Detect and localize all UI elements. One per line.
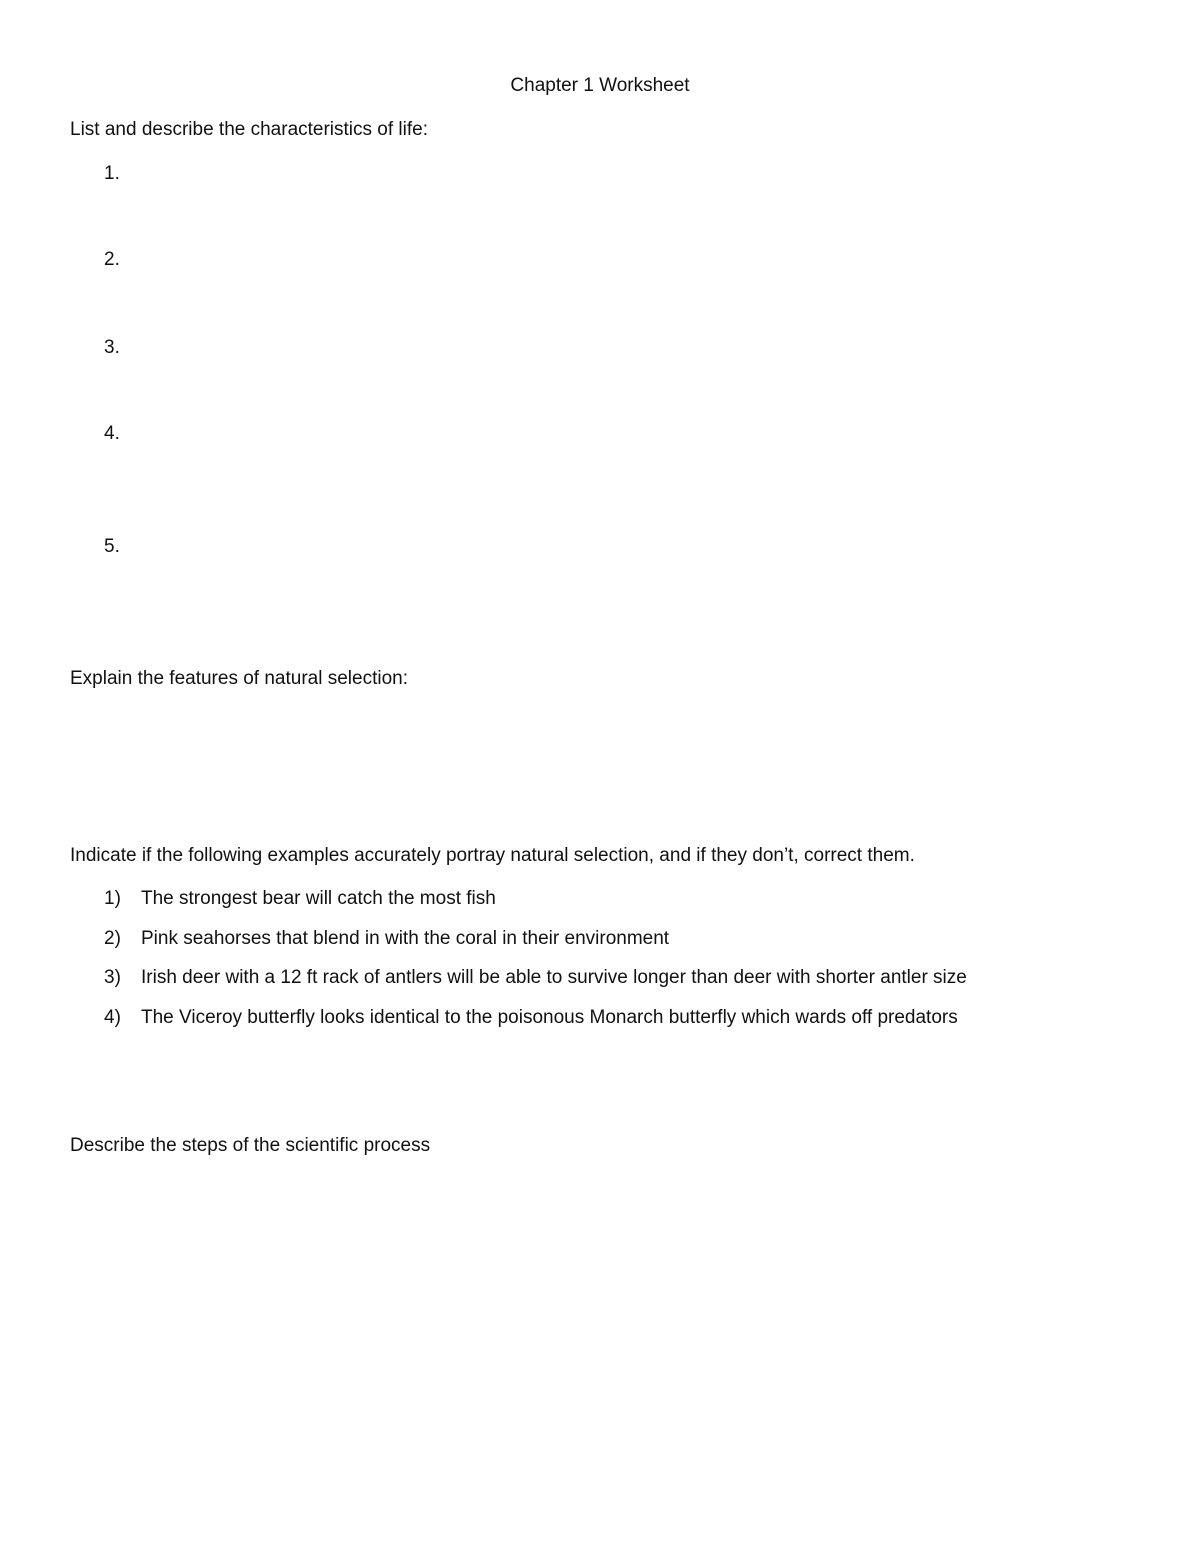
example-number: 2) — [104, 928, 121, 949]
natural-selection-prompt: Explain the features of natural selection: — [70, 668, 408, 689]
answer-number-3: 3. — [104, 337, 120, 358]
example-text: The Viceroy butterfly looks identical to the poisonous Monarch butterfly which wards off predators — [141, 1007, 958, 1028]
scientific-process-prompt: Describe the steps of the scientific process — [70, 1135, 431, 1156]
answer-number-1: 1. — [104, 163, 120, 184]
example-number: 3) — [104, 967, 121, 988]
answer-number-2: 2. — [104, 249, 120, 270]
page-title: Chapter 1 Worksheet — [510, 75, 690, 96]
example-text: Pink seahorses that blend in with the coral in their environment — [141, 928, 670, 949]
characteristics-prompt: List and describe the characteristics of life: — [70, 119, 429, 140]
example-text: The strongest bear will catch the most fish — [141, 888, 496, 909]
answer-number-4: 4. — [104, 423, 120, 444]
example-number: 1) — [104, 888, 121, 909]
examples-prompt: Indicate if the following examples accurately portray natural selection, and if they don’t, correct them. — [70, 845, 915, 866]
answer-number-5: 5. — [104, 536, 120, 557]
example-number: 4) — [104, 1007, 121, 1028]
example-text: Irish deer with a 12 ft rack of antlers will be able to survive longer than deer with shorter antler size — [141, 967, 967, 988]
